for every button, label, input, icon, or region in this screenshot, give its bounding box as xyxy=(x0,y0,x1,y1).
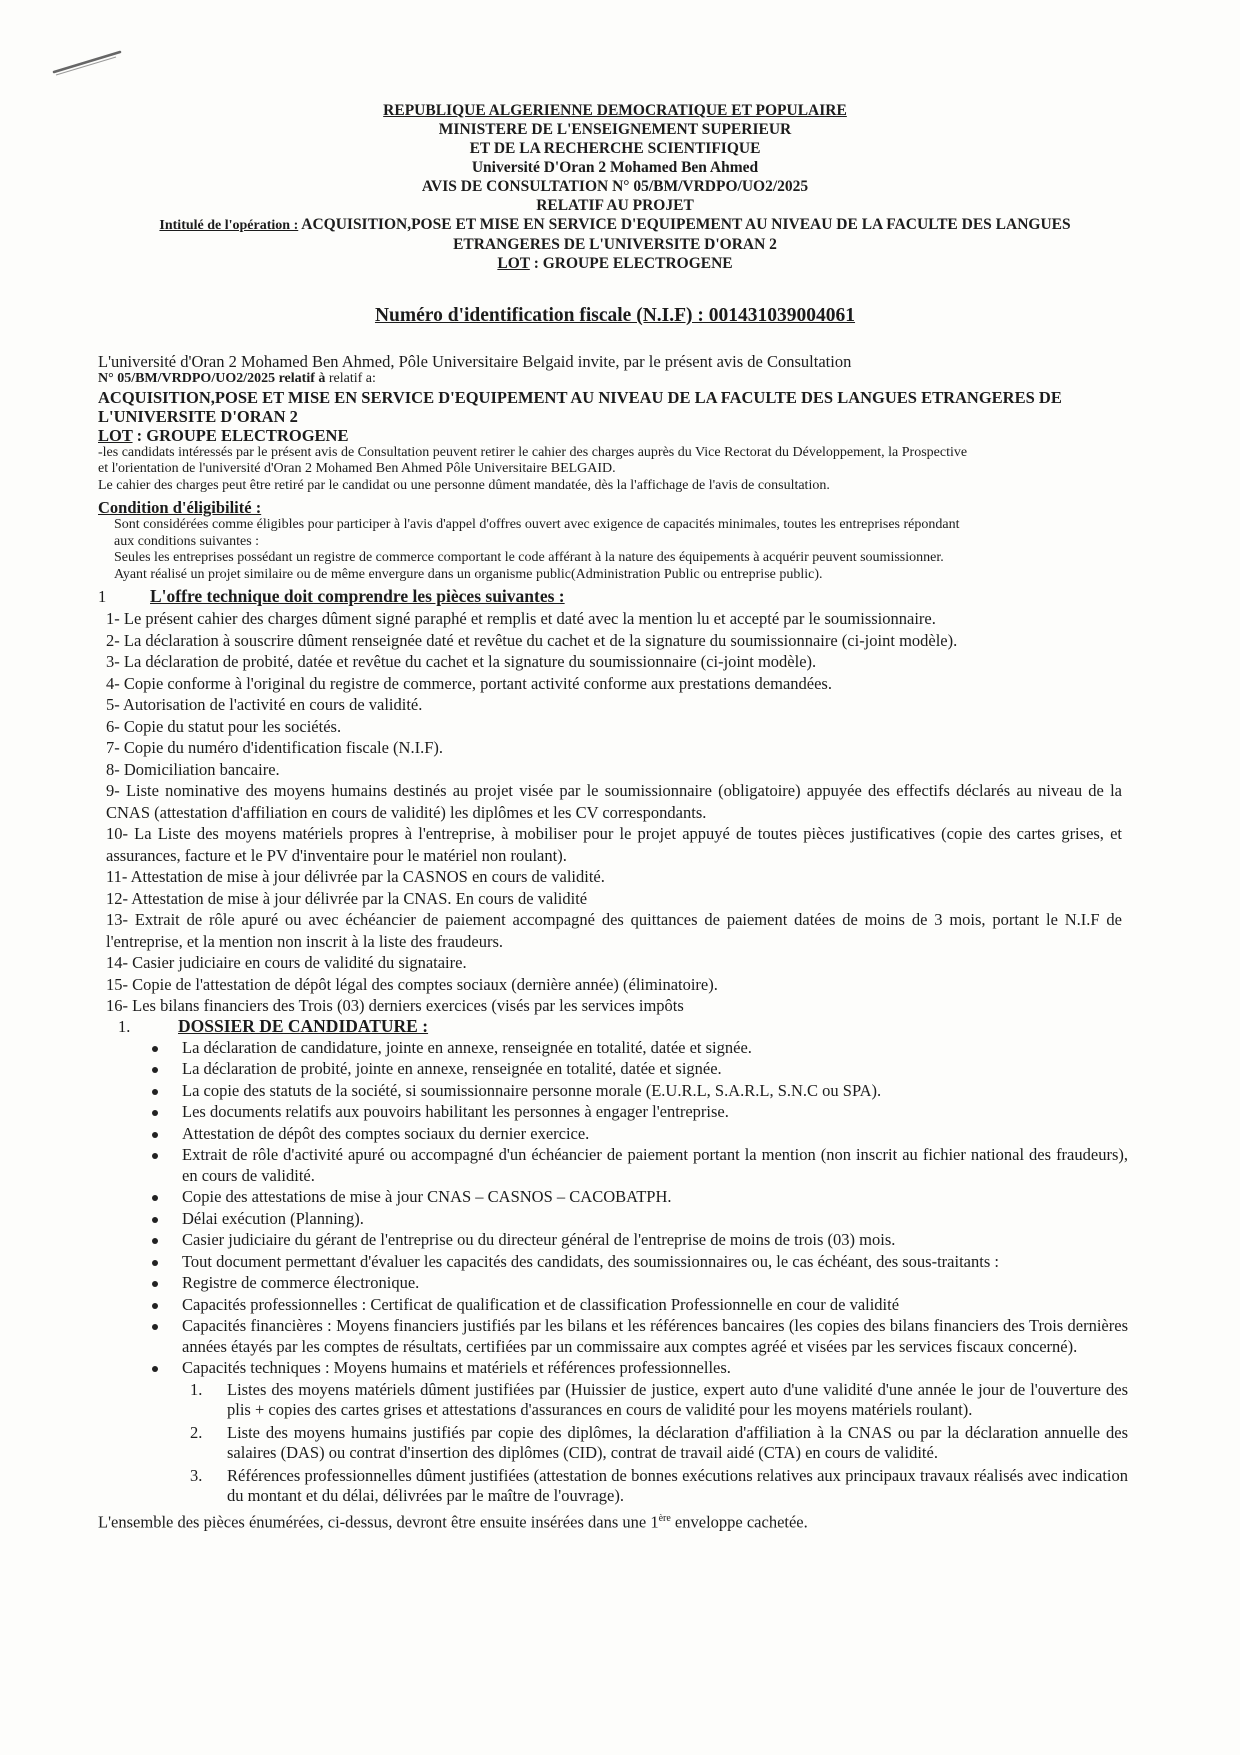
technical-item: 13- Extrait de rôle apuré ou avec échéancier de paiement accompagné des quittances de paiement datées de moins de 3 mois, portant le N.I.F de l'entreprise, et la mention non inscrit à la liste des fraudeurs. xyxy=(106,910,1122,951)
intro-lot-label: LOT xyxy=(98,425,133,445)
intro-lot-text: : GROUPE ELECTROGENE xyxy=(132,425,349,445)
candidature-bullet: Capacités techniques : Moyens humains et matériels et références professionnelles. xyxy=(148,1358,1128,1379)
technical-num: 1 xyxy=(98,587,107,606)
intro-ref-tail: relatif a: xyxy=(325,371,376,386)
sub-item: 2. Liste des moyens humains justifiés par copie des diplômes, la déclaration d'affiliation à la CNAS ou par la déclaration annuelle des salaires (DAS) ou contrat d'insertion des diplômes (CID), contrat de travail aidé (CTA) en cours de validité. xyxy=(190,1422,1128,1462)
operation-label: Intitulé de l'opération : xyxy=(159,218,299,233)
eligibility-p1: Sont considérées comme éligibles pour participer à l'avis d'appel d'offres ouvert avec exigence de capacités minimales, toutes les entreprises répondant xyxy=(114,517,960,532)
operation-text: ACQUISITION,POSE ET MISE EN SERVICE D'EQUIPEMENT AU NIVEAU DE LA FACULTE DES LANGUES xyxy=(298,216,1071,233)
candidature-bullet: Extrait de rôle d'activité apuré ou accompagné d'un échéancier de paiement portant la mention (non inscrit au fichier national des fraudeurs), en cours de validité. xyxy=(148,1145,1128,1186)
header-lot xyxy=(100,254,1130,273)
intro-line-5: -les candidats intéressés par le présent avis de Consultation peuvent retirer le cahier des charges auprès du Vice Rectorat du Développement, la Prospective xyxy=(98,444,968,460)
candidature-bullet: Attestation de dépôt des comptes sociaux du dernier exercice. xyxy=(148,1124,1128,1145)
technical-item: 15- Copie de l'attestation de dépôt légal des comptes sociaux (dernière année) (éliminatoire). xyxy=(106,974,718,994)
technical-item: 12- Attestation de mise à jour délivrée par la CNAS. En cours de validité xyxy=(106,888,588,908)
candidature-title: DOSSIER DE CANDIDATURE : xyxy=(178,1015,429,1036)
candidature-bullet: Capacités financières : Moyens financiers justifiés par les bilans et les références bancaires (les copies des bilans financiers des Trois dernières années étayés par les comptes de résultats, certifiées par un commissaire aux comptes agréé et visées par les services fiscaux concerné). xyxy=(148,1316,1128,1357)
technical-item: 8- Domiciliation bancaire. xyxy=(106,759,280,779)
header-research: ET DE LA RECHERCHE SCIENTIFIQUE xyxy=(469,140,761,157)
intro-line-3: ACQUISITION,POSE ET MISE EN SERVICE D'EQUIPEMENT AU NIVEAU DE LA FACULTE DES LANGUES ETRANGERES DE xyxy=(98,387,1062,407)
intro-lot xyxy=(98,426,1158,445)
technical-item: 9- Liste nominative des moyens humains destinés au projet visée par le soumissionnaire (obligatoire) appuyée des effectifs déclarés au niveau de la CNAS (attestation d'affiliation en cours de validité) les diplômes et les CV correspondants. xyxy=(106,781,1122,822)
intro-line-1: L'université d'Oran 2 Mohamed Ben Ahmed, Pôle Universitaire Belgaid invite, par le présent avis de Consultation xyxy=(98,352,852,371)
header-avis: AVIS DE CONSULTATION N° 05/BM/VRDPO/UO2/2025 xyxy=(421,178,809,195)
nif-title: Numéro d'identification fiscale (N.I.F) : 001431039004061 xyxy=(374,305,856,326)
candidature-bullet: Capacités professionnelles : Certificat de qualification et de classification Professionnelle en cour de validité xyxy=(148,1295,1128,1316)
intro-line-6: et l'orientation de l'université d'Oran 2 Mohamed Ben Ahmed Pôle Universitaire BELGAID. xyxy=(98,461,616,476)
technical-item: 5- Autorisation de l'activité en cours de validité. xyxy=(106,695,423,714)
technical-item: 14- Casier judiciaire en cours de validité du signataire. xyxy=(106,953,467,972)
sub-item: 3. Références professionnelles dûment justifiées (attestation de bonnes exécutions relatives aux principaux travaux réalisés avec indication du montant et du délai, délivrées par le maître de l'ouvrage). xyxy=(190,1465,1128,1505)
eligibility-p2: Seules les entreprises possédant un registre de commerce comportant le code afférant à la nature des équipements à acquérir peuvent soumissionner. xyxy=(114,550,944,565)
header-ministry: MINISTERE DE L'ENSEIGNEMENT SUPERIEUR xyxy=(438,121,792,138)
pen-stroke-mark xyxy=(50,48,124,78)
technical-item: 10- La Liste des moyens matériels propres à l'entreprise, à mobiliser pour le projet appuyé de toutes pièces justificatives (copie des cartes grises, et assurances, facture et le PV d'inventaire pour le matériel non roulant). xyxy=(106,824,1122,865)
candidature-bullet: Les documents relatifs aux pouvoirs habilitant les personnes à engager l'entreprise. xyxy=(148,1102,1128,1123)
technical-item: 16- Les bilans financiers des Trois (03) derniers exercices (visés par les services impôts xyxy=(106,996,684,1015)
technical-heading xyxy=(98,587,1158,606)
lot-label: LOT xyxy=(497,255,530,272)
intro-line-2 xyxy=(98,371,1158,388)
technical-item: 2- La déclaration à souscrire dûment renseignée daté et revêtue du cachet et de la signature du soumissionnaire (ci-joint modèle). xyxy=(106,630,958,650)
closing-sentence: L'ensemble des pièces énumérées, ci-dessus, devront être ensuite insérées dans une 1ère enveloppe cachetée. xyxy=(98,1512,808,1531)
candidature-num: 1. xyxy=(118,1016,131,1036)
candidature-bullet: Registre de commerce électronique. xyxy=(148,1273,1128,1294)
header-operation-cont: ETRANGERES DE L'UNIVERSITE D'ORAN 2 xyxy=(453,236,777,253)
technical-item: 3- La déclaration de probité, datée et revêtue du cachet et la signature du soumissionnaire (ci-joint modèle). xyxy=(106,652,817,671)
document-header xyxy=(100,101,1130,273)
eligibility-title: Condition d'éligibilité : xyxy=(98,498,262,517)
document-body xyxy=(98,352,1158,1532)
candidature-bullet: Délai exécution (Planning). xyxy=(148,1209,1128,1230)
technical-item: 7- Copie du numéro d'identification fiscale (N.I.F). xyxy=(106,738,444,757)
header-relatif: RELATIF AU PROJET xyxy=(536,197,694,214)
technical-item: 6- Copie du statut pour les sociétés. xyxy=(106,716,342,736)
candidature-bullet: La déclaration de candidature, jointe en annexe, renseignée en totalité, datée et signée. xyxy=(148,1038,1128,1059)
candidature-bullet: La déclaration de probité, jointe en annexe, renseignée en totalité, datée et signée. xyxy=(148,1059,1128,1080)
technical-item: 4- Copie conforme à l'original du registre de commerce, portant activité conforme aux prestations demandées. xyxy=(106,673,832,693)
candidature-bullet: Casier judiciaire du gérant de l'entreprise ou du directeur général de l'entreprise de moins de trois (03) mois. xyxy=(148,1230,1128,1251)
eligibility-p1b: aux conditions suivantes : xyxy=(114,533,260,549)
technical-title: L'offre technique doit comprendre les pièces suivantes : xyxy=(150,586,565,606)
intro-line-4: L'UNIVERSITE D'ORAN 2 xyxy=(98,406,298,426)
candidature-bullet: Tout document permettant d'évaluer les capacités des candidats, des soumissionnaires ou, le cas échéant, des sous-traitants : xyxy=(148,1252,1128,1273)
header-republic: REPUBLIQUE ALGERIENNE DEMOCRATIQUE ET POPULAIRE xyxy=(383,102,847,119)
candidature-bullets xyxy=(148,1038,1158,1507)
intro-ref: N° 05/BM/VRDPO/UO2/2025 relatif à xyxy=(98,371,326,386)
header-operation xyxy=(100,215,1130,235)
technical-capacity-sublist xyxy=(190,1380,1128,1507)
technical-list xyxy=(106,608,1158,1017)
intro-line-7: Le cahier des charges peut être retiré par le candidat ou une personne dûment mandatée, dès la l'affichage de l'avis de consultation. xyxy=(98,477,830,493)
technical-item: 11- Attestation de mise à jour délivrée par la CASNOS en cours de validité. xyxy=(106,867,605,886)
candidature-heading xyxy=(98,1017,1158,1036)
lot-text: : GROUPE ELECTROGENE xyxy=(529,255,733,272)
header-university: Université D'Oran 2 Mohamed Ben Ahmed xyxy=(471,159,759,176)
candidature-bullet: Copie des attestations de mise à jour CNAS – CASNOS – CACOBATPH. xyxy=(148,1187,1128,1208)
sub-item: 1. Listes des moyens matériels dûment justifiées par (Huissier de justice, expert auto d'une validité d'une année le jour de l'ouverture des plis + copies des cartes grises et attestations d'assurances en cours de validité pour les moyens matériels roulant). xyxy=(190,1379,1128,1419)
eligibility-p3: Ayant réalisé un projet similaire ou de même envergure dans un organisme public(Administration Public ou entreprise public). xyxy=(114,566,823,582)
technical-item: 1- Le présent cahier des charges dûment signé paraphé et remplis et daté avec la mention lu et accepté par le soumissionnaire. xyxy=(106,609,936,628)
candidature-bullet: La copie des statuts de la société, si soumissionnaire personne morale (E.U.R.L, S.A.R.L, S.N.C ou SPA). xyxy=(148,1081,1128,1102)
